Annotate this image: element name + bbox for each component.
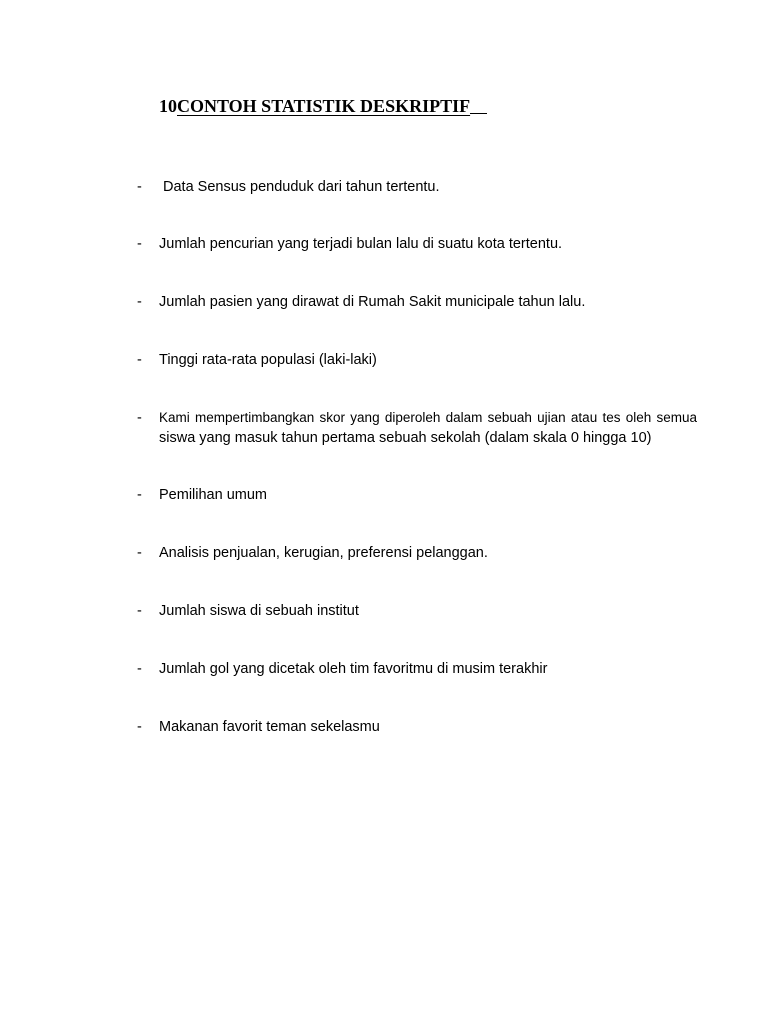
list-item-text: Jumlah gol yang dicetak oleh tim favoritmu di musim terakhir xyxy=(159,661,548,677)
list-item-text: Tinggi rata-rata populasi (laki-laki) xyxy=(159,352,377,368)
list-item-text: Jumlah pencurian yang terjadi bulan lalu di suatu kota tertentu. xyxy=(159,236,563,252)
list-item-text-line-2: siswa yang masuk tahun pertama sebuah sekolah (dalam skala 0 hingga 10) xyxy=(159,430,652,446)
bullet-dash: - xyxy=(137,545,142,561)
list-item-text: Makanan favorit teman sekelasmu xyxy=(159,719,380,735)
list-item-text: Jumlah pasien yang dirawat di Rumah Sakit municipale tahun lalu. xyxy=(159,294,586,310)
bullet-dash: - xyxy=(137,236,142,252)
bullet-dash: - xyxy=(137,719,142,735)
document-title xyxy=(159,95,487,117)
bullet-dash: - xyxy=(137,294,142,310)
title-number: 10 xyxy=(159,96,177,116)
list-item-text: Jumlah siswa di sebuah institut xyxy=(159,603,359,619)
bullet-dash: - xyxy=(137,603,142,619)
title-text: CONTOH STATISTIK DESKRIPTIF xyxy=(177,96,471,116)
list-item-text xyxy=(159,408,697,448)
title-underline-trail xyxy=(470,95,487,114)
list-item-text-line-1: Kami mempertimbangkan skor yang diperoleh dalam sebuah ujian atau tes oleh semua xyxy=(159,410,697,425)
list-item-text: Analisis penjualan, kerugian, preferensi pelanggan. xyxy=(159,545,488,561)
bullet-dash: - xyxy=(137,352,142,368)
list-item-text: Data Sensus penduduk dari tahun tertentu. xyxy=(163,179,440,195)
bullet-dash: - xyxy=(137,487,142,503)
bullet-dash: - xyxy=(137,410,142,426)
bullet-dash: - xyxy=(137,661,142,677)
bullet-dash: - xyxy=(137,179,142,195)
list-item-text: Pemilihan umum xyxy=(159,487,267,503)
